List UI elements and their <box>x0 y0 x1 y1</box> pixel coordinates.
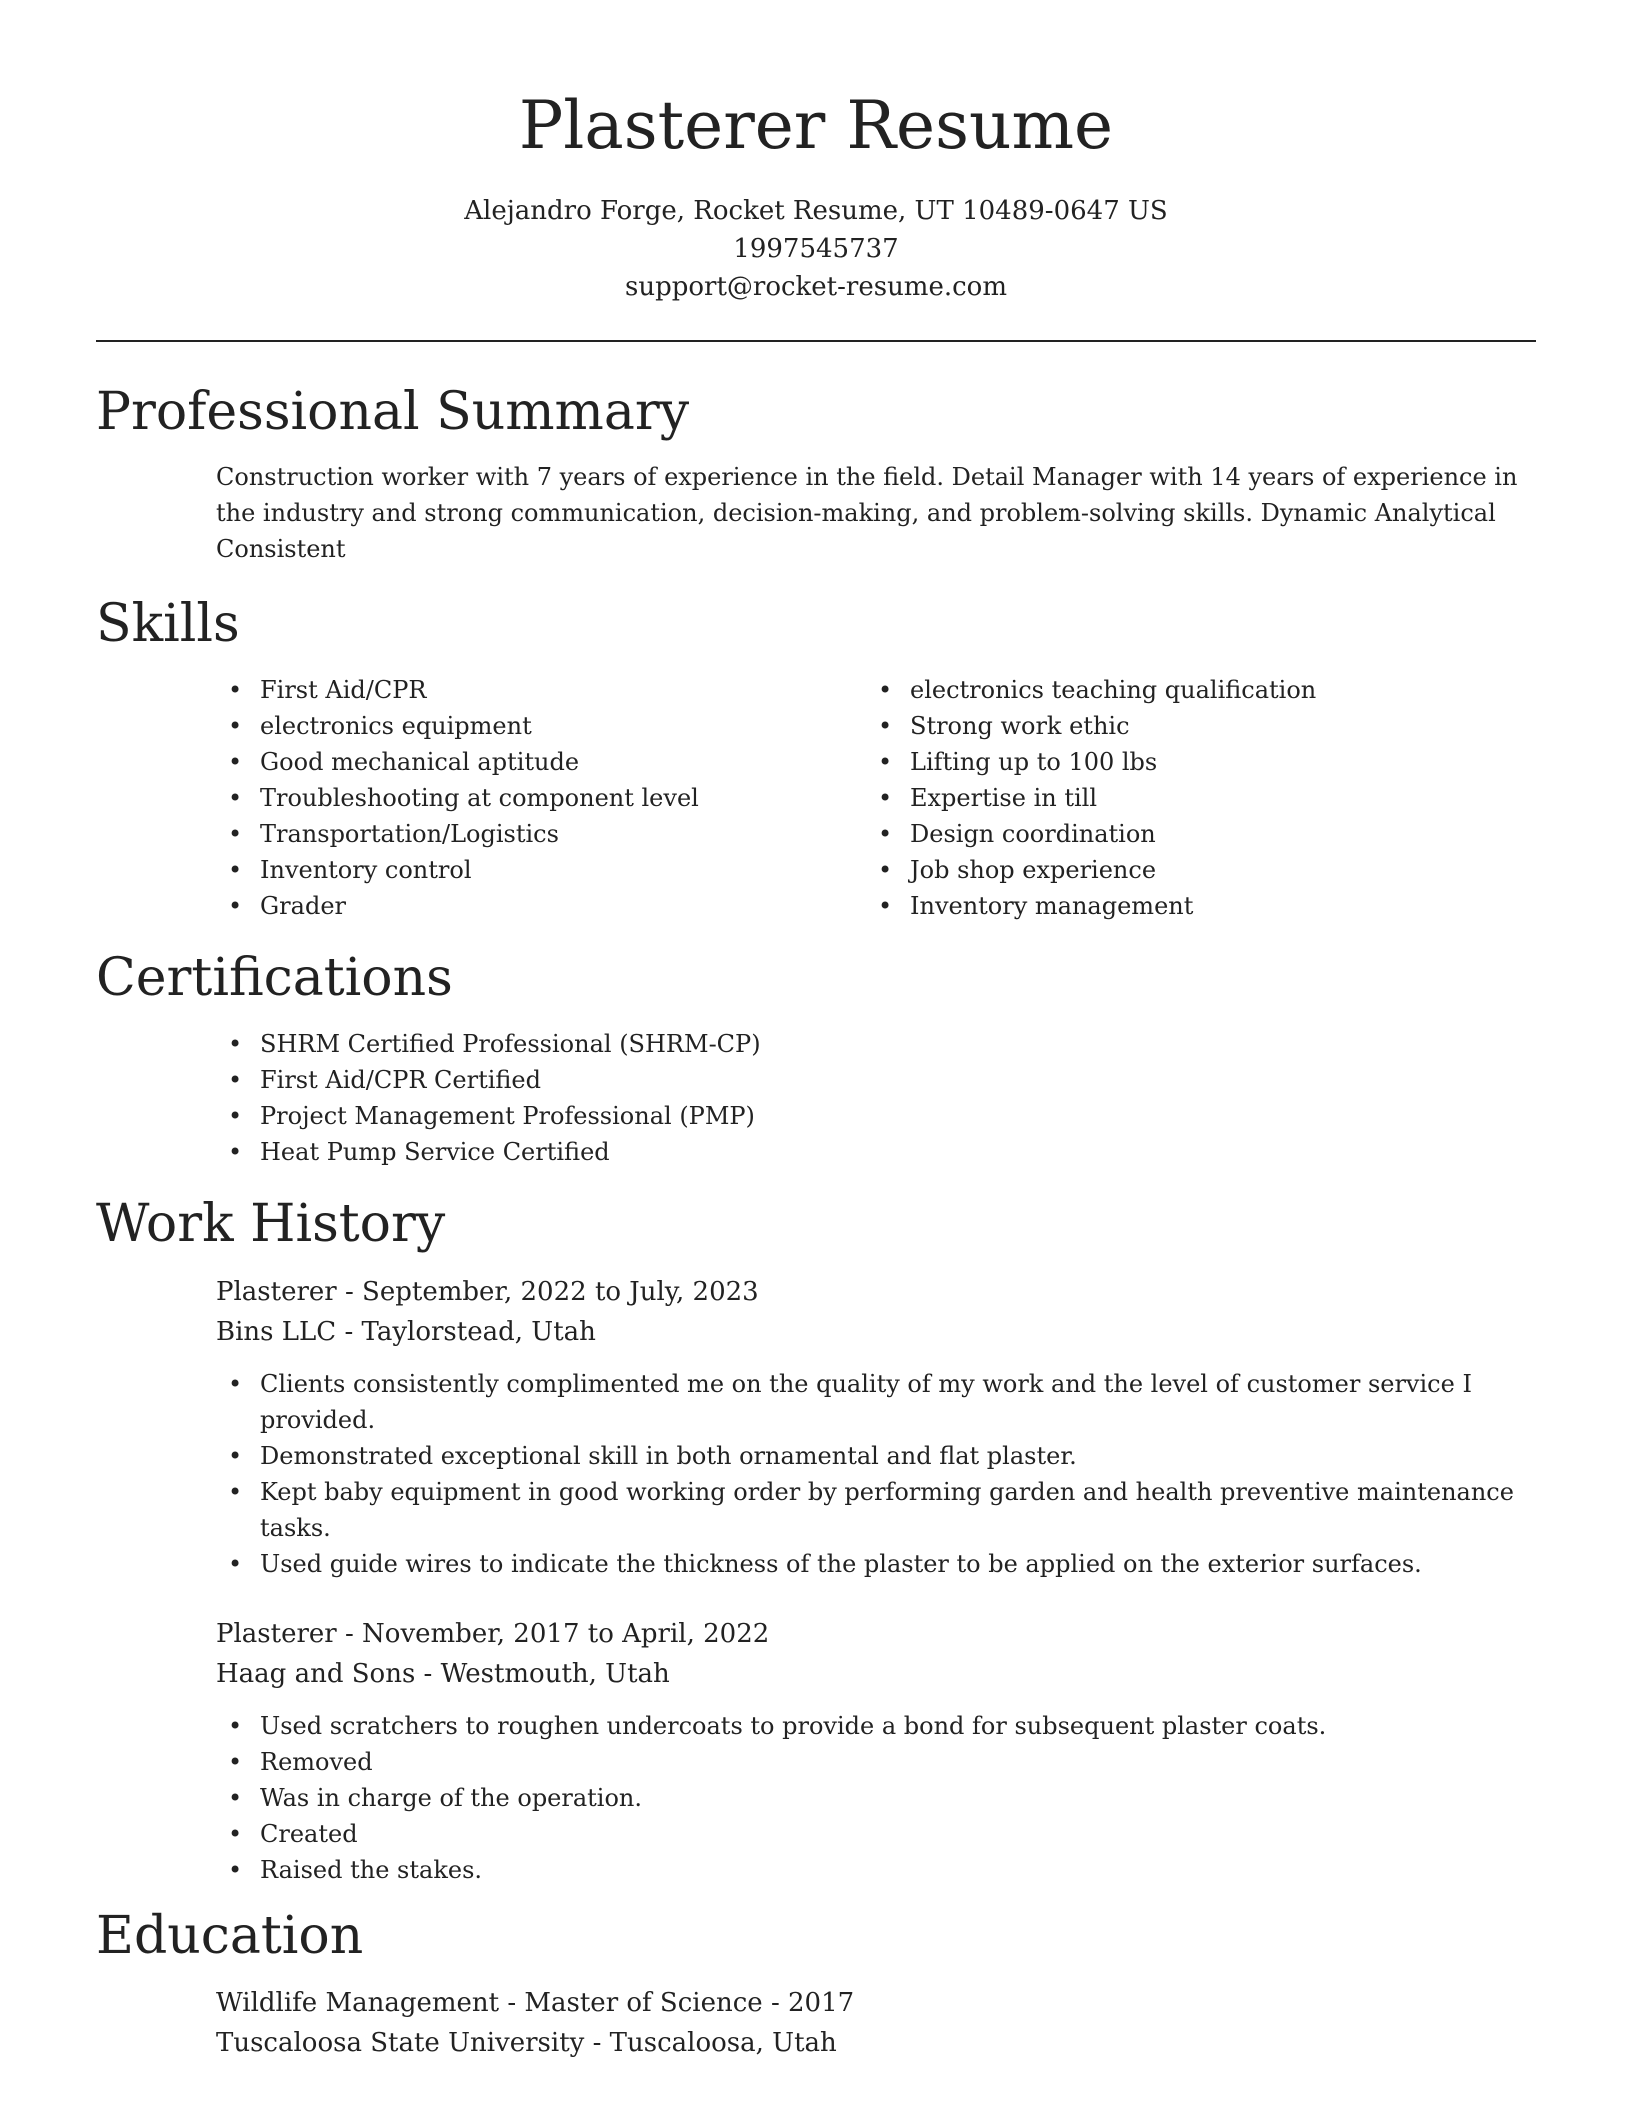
contact-email: support@rocket-resume.com <box>624 272 1007 302</box>
education-heading: Education <box>96 1906 364 1966</box>
skills-column-right <box>866 672 1506 924</box>
header-divider <box>96 340 1536 342</box>
job-duty-item: • Used guide wires to indicate the thickness of the plaster to be applied on the exterior surfaces. <box>216 1546 1526 1582</box>
job-title-dates: Plasterer - November, 2017 to April, 2022 <box>216 1619 770 1649</box>
job-duty-item: • Clients consistently complimented me on the quality of my work and the level of customer service I provided. <box>216 1366 1526 1438</box>
skill-item: • Job shop experience <box>866 852 1506 888</box>
job-duty-item: • Used scratchers to roughen undercoats to provide a bond for subsequent plaster coats. <box>216 1708 1526 1744</box>
job-duty-item: • Removed <box>216 1744 1526 1780</box>
education-entry <box>216 1983 1526 2063</box>
education-school: Tuscaloosa State University - Tuscaloosa, Utah <box>216 2028 837 2058</box>
work-history-heading: Work History <box>96 1194 446 1254</box>
contact-phone: 1997545737 <box>733 234 899 264</box>
job-duty-item: • Demonstrated exceptional skill in both ornamental and flat plaster. <box>216 1438 1526 1474</box>
job-duty-item: • Was in charge of the operation. <box>216 1780 1526 1816</box>
certification-item: • SHRM Certified Professional (SHRM-CP) <box>216 1026 1526 1062</box>
education-degree: Wildlife Management - Master of Science - 2017 <box>216 1988 855 2018</box>
job-company-location: Haag and Sons - Westmouth, Utah <box>216 1659 670 1689</box>
skills-column-left <box>216 672 856 924</box>
skill-item: • Transportation/Logistics <box>216 816 856 852</box>
certifications-heading: Certifications <box>96 948 453 1008</box>
job-company-location: Bins LLC - Taylorstead, Utah <box>216 1317 596 1347</box>
skill-item: • electronics equipment <box>216 708 856 744</box>
skill-item: • Good mechanical aptitude <box>216 744 856 780</box>
job-duty-item: • Raised the stakes. <box>216 1852 1526 1888</box>
skill-item: • Inventory management <box>866 888 1506 924</box>
job-duty-item: • Kept baby equipment in good working order by performing garden and health preventive maintenance tasks. <box>216 1474 1526 1546</box>
summary-heading: Professional Summary <box>96 382 690 442</box>
skill-item: • Lifting up to 100 lbs <box>866 744 1506 780</box>
skill-item: • Expertise in till <box>866 780 1506 816</box>
skills-heading: Skills <box>96 594 240 654</box>
certification-item: • Project Management Professional (PMP) <box>216 1098 1526 1134</box>
certification-item: • First Aid/CPR Certified <box>216 1062 1526 1098</box>
skill-item: • Troubleshooting at component level <box>216 780 856 816</box>
certifications-list <box>216 1026 1526 1170</box>
resume-title: Plasterer Resume <box>518 87 1114 164</box>
skill-item: • electronics teaching qualification <box>866 672 1506 708</box>
skill-item: • Inventory control <box>216 852 856 888</box>
contact-info <box>0 192 1632 306</box>
resume-header <box>0 84 1632 306</box>
job-entry <box>216 1272 1526 1352</box>
skill-item: • First Aid/CPR <box>216 672 856 708</box>
job-entry <box>216 1614 1526 1694</box>
certification-item: • Heat Pump Service Certified <box>216 1134 1526 1170</box>
job-duty-item: • Created <box>216 1816 1526 1852</box>
job-duties-list <box>216 1366 1526 1582</box>
contact-address: Alejandro Forge, Rocket Resume, UT 10489-0647 US <box>464 196 1168 226</box>
skill-item: • Grader <box>216 888 856 924</box>
job-title-dates: Plasterer - September, 2022 to July, 2023 <box>216 1277 759 1307</box>
skill-item: • Design coordination <box>866 816 1506 852</box>
summary-text: Construction worker with 7 years of experience in the field. Detail Manager with 14 years of experience in the industry and strong communication, decision-making, and problem-solving skills. Dynamic Analytical Consistent <box>216 463 1518 563</box>
skill-item: • Strong work ethic <box>866 708 1506 744</box>
job-duties-list <box>216 1708 1526 1888</box>
